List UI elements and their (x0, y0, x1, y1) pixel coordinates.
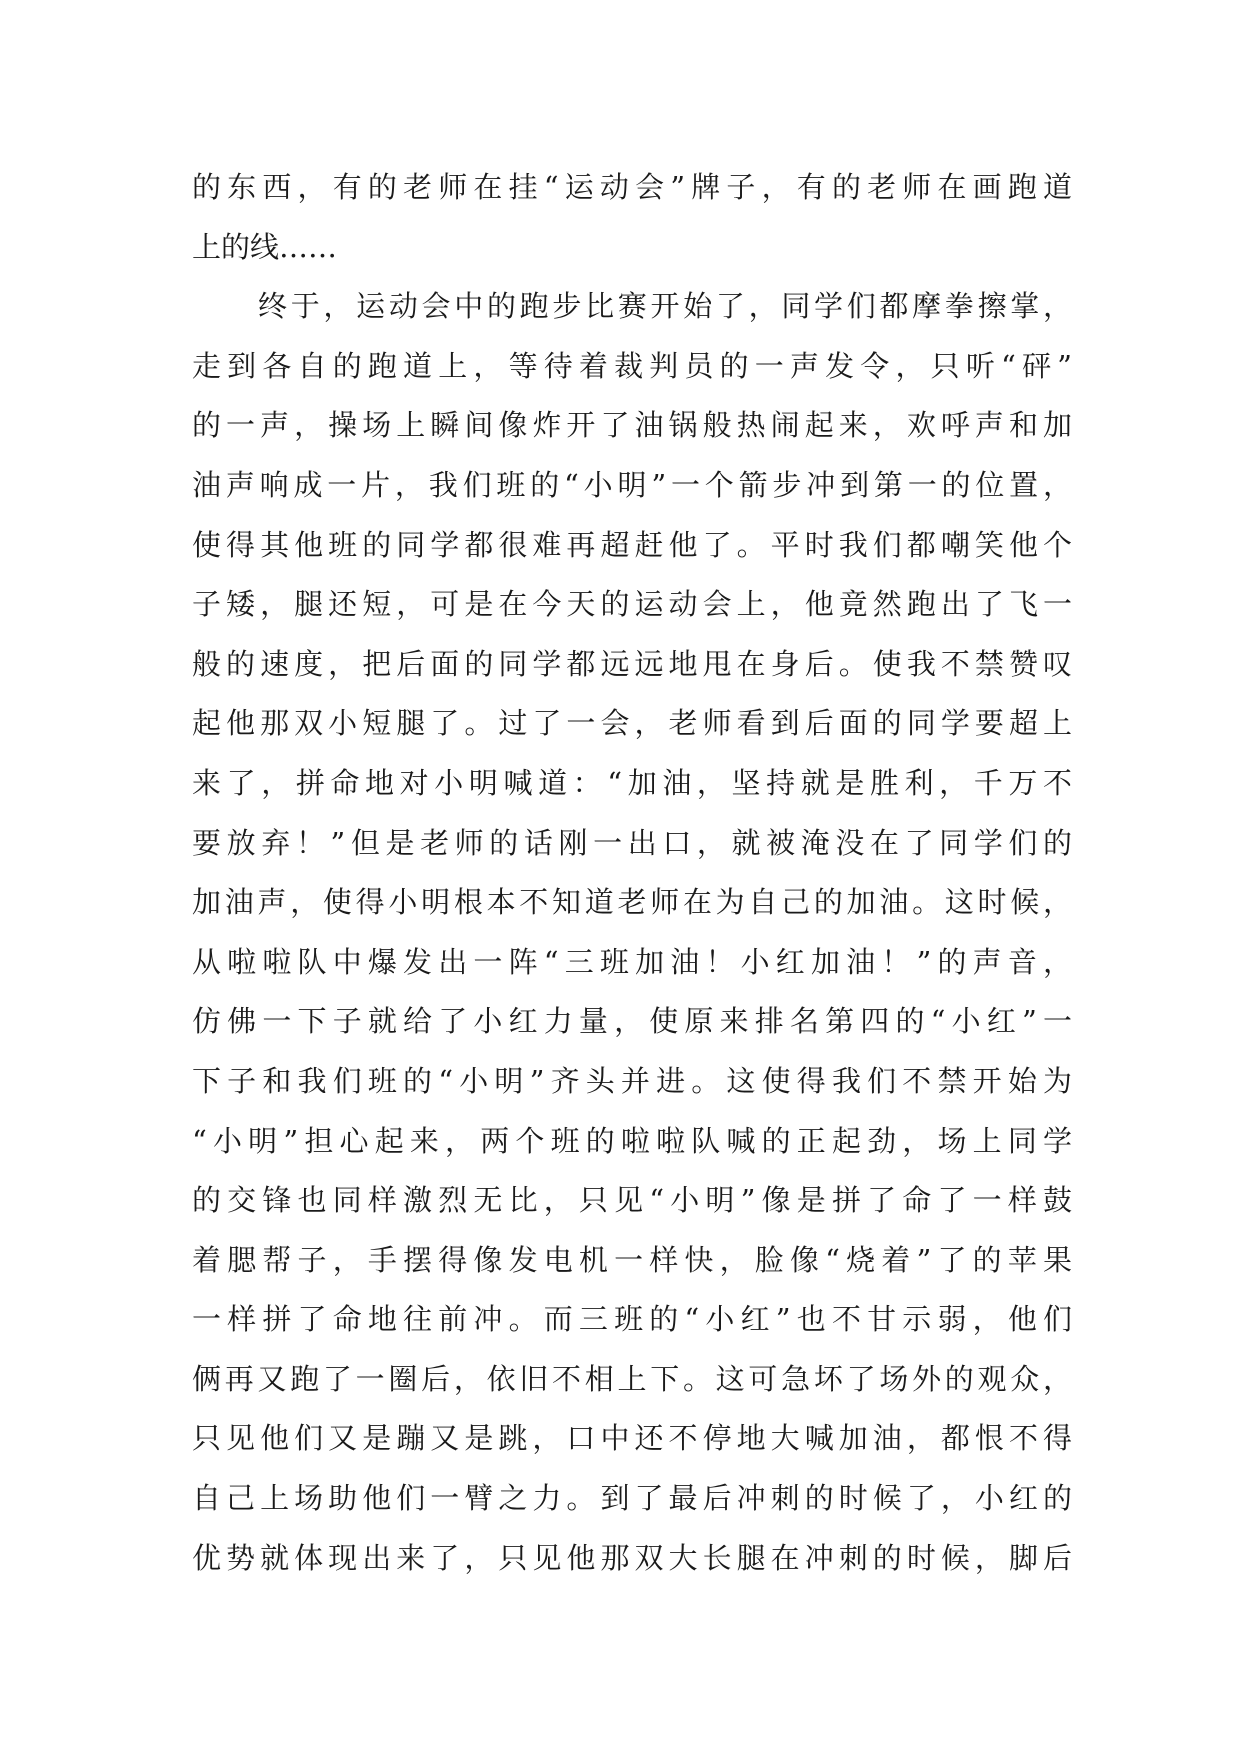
text-line: 加油声，使得小明根本不知道老师在为自己的加油。这时候， (192, 885, 1072, 920)
text-line: 着腮帮子，手摆得像发电机一样快，脸像“烧着”了的苹果 (192, 1242, 1072, 1277)
text-line: 自己上场助他们一臂之力。到了最后冲刺的时候了，小红的 (192, 1481, 1072, 1516)
text-line: 油声响成一片，我们班的“小明”一个箭步冲到第一的位置， (192, 467, 1072, 502)
text-line: 来了，拼命地对小明喊道：“加油，坚持就是胜利，千万不 (192, 765, 1072, 800)
text-line: 优势就体现出来了，只见他那双大长腿在冲刺的时候，脚后 (192, 1540, 1072, 1575)
text-line: 走到各自的跑道上，等待着裁判员的一声发令，只听“砰” (192, 348, 1072, 383)
text-line: 子矮，腿还短，可是在今天的运动会上，他竟然跑出了飞一 (192, 587, 1072, 622)
text-line: 上的线…… (192, 229, 338, 264)
text-line: 一样拼了命地往前冲。而三班的“小红”也不甘示弱，他们 (192, 1302, 1072, 1337)
paragraph-start-line: 终于，运动会中的跑步比赛开始了，同学们都摩拳擦掌， (258, 289, 1072, 324)
text-line: 只见他们又是蹦又是跳，口中还不停地大喊加油，都恨不得 (192, 1421, 1072, 1456)
text-line: 般的速度，把后面的同学都远远地甩在身后。使我不禁赞叹 (192, 646, 1072, 681)
text-line: 的一声，操场上瞬间像炸开了油锅般热闹起来，欢呼声和加 (192, 408, 1072, 443)
text-line: 使得其他班的同学都很难再超赶他了。平时我们都嘲笑他个 (192, 527, 1072, 562)
text-line: 要放弃！”但是老师的话刚一出口，就被淹没在了同学们的 (192, 825, 1072, 860)
text-line: 仿佛一下子就给了小红力量，使原来排名第四的“小红”一 (192, 1004, 1072, 1039)
text-line: “小明”担心起来，两个班的啦啦队喊的正起劲，场上同学 (192, 1123, 1072, 1158)
text-line: 下子和我们班的“小明”齐头并进。这使得我们不禁开始为 (192, 1063, 1072, 1098)
text-line: 的东西，有的老师在挂“运动会”牌子，有的老师在画跑道 (192, 170, 1072, 204)
text-line: 的交锋也同样激烈无比，只见“小明”像是拼了命了一样鼓 (192, 1183, 1072, 1218)
text-line: 俩再又跑了一圈后，依旧不相上下。这可急坏了场外的观众， (192, 1361, 1072, 1396)
text-line: 从啦啦队中爆发出一阵“三班加油！小红加油！”的声音， (192, 944, 1072, 979)
text-line: 起他那双小短腿了。过了一会，老师看到后面的同学要超上 (192, 706, 1072, 741)
body-text (192, 158, 1072, 1588)
